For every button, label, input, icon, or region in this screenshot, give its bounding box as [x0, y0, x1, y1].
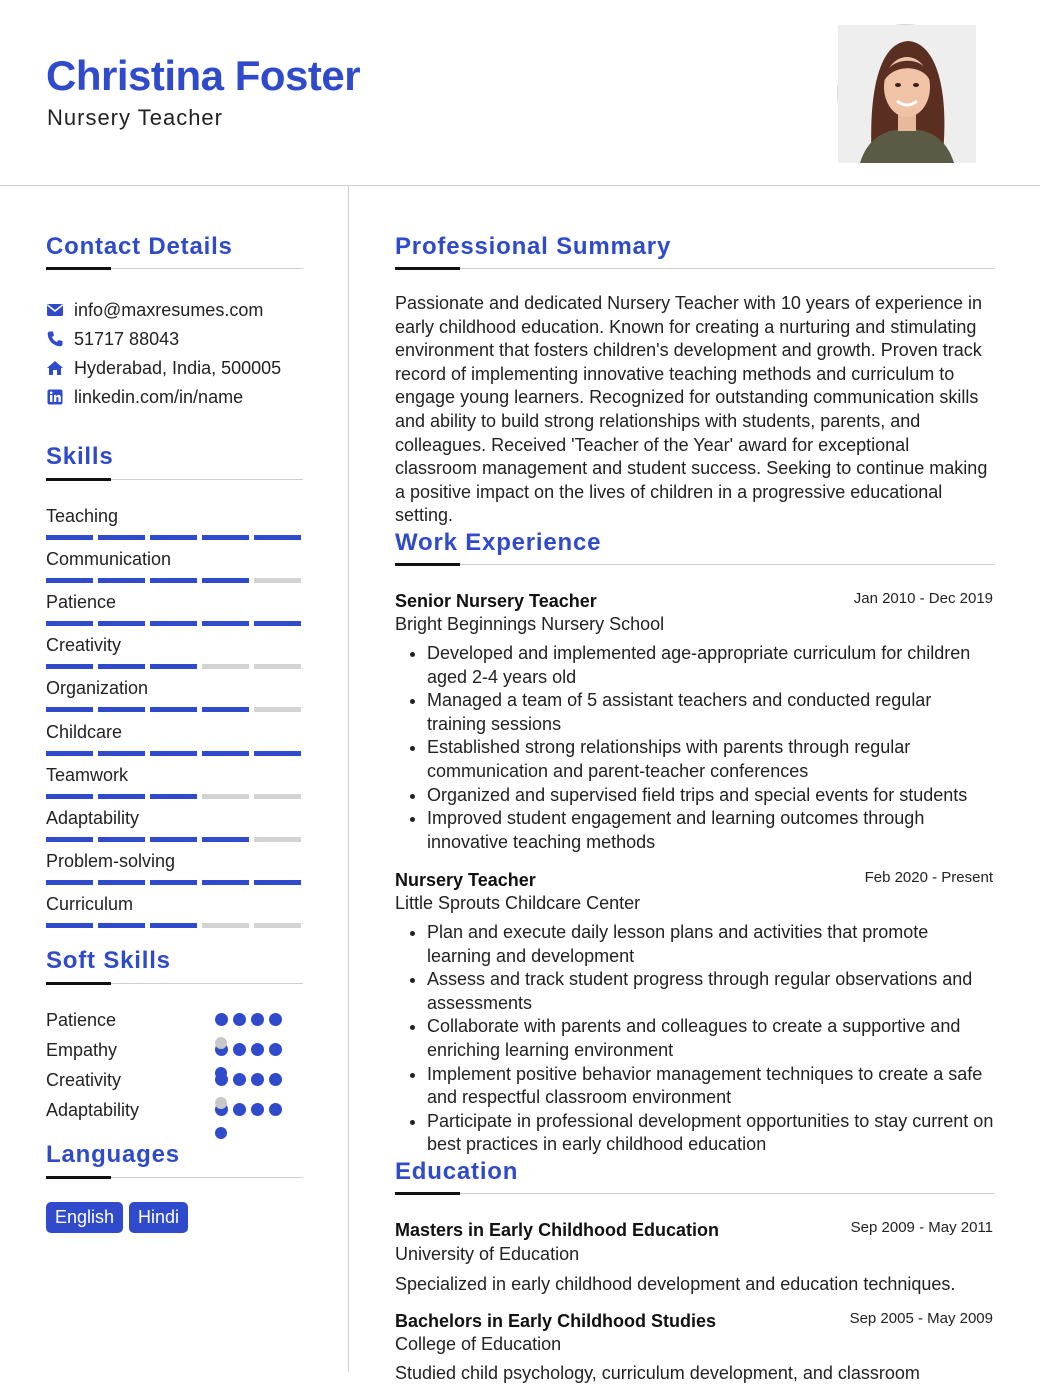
skill-label: Childcare: [46, 721, 123, 742]
skill-level-segment: [150, 578, 197, 583]
skill-level-segment: [46, 880, 93, 885]
skill-level-segment: [202, 707, 249, 712]
skill-level-segment: [254, 837, 301, 842]
skill-item: [46, 721, 302, 756]
skill-level-segment: [202, 578, 249, 583]
skill-level-segment: [46, 837, 93, 842]
skill-level-bar: [46, 880, 302, 885]
skill-level-segment: [150, 751, 197, 756]
resume-header: [0, 0, 1040, 186]
candidate-role: Nursery Teacher: [47, 105, 223, 130]
contact-address: [46, 356, 281, 380]
skill-label: Organization: [46, 678, 149, 699]
job-title: Nursery Teacher: [395, 870, 536, 890]
email-text: info@maxresumes.com: [74, 299, 264, 320]
skill-level-segment: [254, 707, 301, 712]
column-divider: [348, 186, 349, 1372]
skill-level-segment: [254, 923, 301, 928]
skills-heading: Skills: [46, 443, 114, 470]
list-item: Participate in professional development opportunities to stay current on best practices in early childhood education: [395, 1110, 995, 1157]
skill-level-segment: [202, 923, 249, 928]
skill-level-bar: [46, 707, 302, 712]
skill-level-bar: [46, 578, 302, 583]
skill-level-segment: [202, 880, 249, 885]
skill-level-segment: [254, 880, 301, 885]
skill-level-segment: [202, 794, 249, 799]
skill-label: Problem-solving: [46, 850, 176, 871]
skill-level-segment: [150, 535, 197, 540]
soft-skill-dot: [215, 1037, 227, 1049]
skill-label: Patience: [46, 592, 117, 613]
skill-level-segment: [150, 837, 197, 842]
skill-level-segment: [98, 578, 145, 583]
summary-rule: [395, 268, 995, 269]
degree-dates: Sep 2009 - May 2011: [850, 1219, 993, 1236]
skill-level-segment: [202, 621, 249, 626]
skill-level-segment: [46, 578, 93, 583]
skill-level-segment: [254, 664, 301, 669]
linkedin-icon: [46, 388, 64, 406]
soft-skill-dot: [233, 1013, 246, 1026]
candidate-name: Christina Foster: [46, 52, 361, 99]
soft-skill-dot: [269, 1043, 282, 1056]
languages-heading: Languages: [46, 1141, 180, 1168]
skill-level-segment: [98, 794, 145, 799]
list-item: Plan and execute daily lesson plans and activities that promote learning and development: [395, 921, 995, 968]
soft-skill-dot: [215, 1067, 227, 1079]
soft-skill-dot: [269, 1013, 282, 1026]
soft-skill-dot: [251, 1013, 264, 1026]
school-name: University of Education: [395, 1244, 580, 1264]
envelope-icon: [46, 301, 64, 319]
languages-rule: [46, 1177, 303, 1178]
skill-item: [46, 591, 302, 626]
skill-level-segment: [254, 578, 301, 583]
skill-item: [46, 634, 302, 669]
profile-photo: [837, 24, 975, 162]
skill-level-bar: [46, 794, 302, 799]
skill-level-segment: [46, 621, 93, 626]
soft-skill-dot: [215, 1097, 227, 1109]
skill-item: [46, 505, 302, 540]
skill-level-segment: [98, 664, 145, 669]
skill-level-segment: [254, 621, 301, 626]
degree-description: Specialized in early childhood development and education techniques.: [395, 1274, 956, 1294]
soft-skill-dot: [269, 1103, 282, 1116]
school-name: College of Education: [395, 1334, 562, 1354]
skill-level-bar: [46, 751, 302, 756]
job-title: Senior Nursery Teacher: [395, 591, 597, 611]
skill-level-segment: [46, 707, 93, 712]
skill-level-segment: [46, 794, 93, 799]
contact-email[interactable]: [46, 298, 263, 322]
skill-level-segment: [98, 837, 145, 842]
soft-skill-dot: [233, 1043, 246, 1056]
soft-skill-dot: [233, 1103, 246, 1116]
skill-level-bar: [46, 535, 302, 540]
skill-level-segment: [46, 535, 93, 540]
skill-item: [46, 764, 302, 799]
skill-level-segment: [98, 535, 145, 540]
skill-item: [46, 893, 302, 928]
skill-item: [46, 677, 302, 712]
soft-skill-label: Adaptability: [46, 1100, 140, 1120]
list-item: Developed and implemented age-appropriate curriculum for children aged 2-4 years old: [395, 642, 995, 689]
list-item: Collaborate with parents and colleagues to create a supportive and enriching learning environment: [395, 1015, 995, 1062]
list-item: Managed a team of 5 assistant teachers and conducted regular training sessions: [395, 689, 995, 736]
soft-skill-dot: [269, 1073, 282, 1086]
soft-skill-dot: [233, 1073, 246, 1086]
degree-title: Bachelors in Early Childhood Studies: [395, 1311, 717, 1331]
skill-level-segment: [46, 751, 93, 756]
skill-label: Teaching: [46, 506, 119, 526]
soft-skill-label: Patience: [46, 1010, 117, 1030]
skill-level-bar: [46, 621, 302, 626]
skill-label: Creativity: [46, 635, 122, 656]
phone-text: 51717 88043: [74, 328, 180, 349]
address-text: Hyderabad, India, 500005: [74, 357, 282, 378]
skill-level-bar: [46, 664, 302, 669]
skill-level-segment: [46, 664, 93, 669]
soft-skill-dot: [251, 1103, 264, 1116]
skill-level-segment: [254, 794, 301, 799]
skill-level-bar: [46, 837, 302, 842]
contact-phone[interactable]: [46, 327, 179, 351]
skill-level-segment: [98, 880, 145, 885]
summary-heading: Professional Summary: [395, 233, 672, 260]
soft-skill-label: Creativity: [46, 1070, 122, 1090]
skill-label: Adaptability: [46, 807, 140, 828]
skill-level-segment: [254, 751, 301, 756]
skill-level-segment: [98, 621, 145, 626]
job-bullets: [395, 921, 995, 1157]
education-rule: [395, 1193, 995, 1194]
skill-level-segment: [98, 707, 145, 712]
skill-level-segment: [150, 880, 197, 885]
skill-item: [46, 548, 302, 583]
skills-rule: [46, 479, 303, 480]
degree-description: Studied child psychology, curriculum development, and classroom: [395, 1363, 920, 1383]
list-item: Assess and track student progress through regular observations and assessments: [395, 968, 995, 1015]
skill-level-segment: [202, 664, 249, 669]
list-item: Implement positive behavior management techniques to create a safe and respectful classroom environment: [395, 1063, 995, 1110]
list-item: Established strong relationships with parents through regular communication and parent-teacher conferences: [395, 736, 995, 783]
language-badge: English: [46, 1202, 123, 1233]
skill-level-segment: [202, 535, 249, 540]
skill-level-segment: [150, 664, 197, 669]
education-heading: Education: [395, 1158, 519, 1185]
soft-skill-dot: [251, 1073, 264, 1086]
skill-label: Teamwork: [46, 764, 129, 785]
job-bullets: [395, 642, 995, 854]
contact-rule: [46, 268, 303, 269]
skill-item: [46, 850, 302, 885]
job-organization: Little Sprouts Childcare Center: [395, 893, 641, 913]
skill-level-segment: [254, 535, 301, 540]
experience-heading: Work Experience: [395, 529, 602, 556]
contact-linkedin[interactable]: [46, 385, 243, 409]
skill-level-segment: [98, 751, 145, 756]
skill-level-segment: [98, 923, 145, 928]
skill-level-segment: [150, 707, 197, 712]
soft-skill-dot: [251, 1043, 264, 1056]
language-badge: Hindi: [129, 1202, 188, 1233]
soft-skills-heading: Soft Skills: [46, 947, 171, 974]
list-item: Improved student engagement and learning outcomes through innovative teaching methods: [395, 807, 995, 854]
job-organization: Bright Beginnings Nursery School: [395, 614, 665, 634]
job-dates: Jan 2010 - Dec 2019: [853, 590, 993, 607]
skill-level-segment: [46, 923, 93, 928]
list-item: Organized and supervised field trips and special events for students: [395, 784, 995, 808]
linkedin-text: linkedin.com/in/name: [74, 386, 244, 407]
soft-skill-dot: [215, 1127, 227, 1139]
skill-item: [46, 807, 302, 842]
job-dates: Feb 2020 - Present: [864, 869, 993, 886]
soft-skills-rule: [46, 983, 303, 984]
skill-label: Communication: [46, 549, 172, 570]
skill-label: Curriculum: [46, 893, 134, 914]
skill-level-segment: [150, 923, 197, 928]
skill-level-segment: [202, 837, 249, 842]
soft-skill-label: Empathy: [46, 1040, 118, 1060]
skill-level-segment: [202, 751, 249, 756]
soft-skill-dot: [215, 1013, 228, 1026]
skill-level-bar: [46, 923, 302, 928]
contact-heading: Contact Details: [46, 233, 233, 260]
degree-dates: Sep 2005 - May 2009: [849, 1310, 993, 1327]
experience-rule: [395, 564, 995, 565]
home-icon: [46, 359, 64, 377]
degree-title: Masters in Early Childhood Education: [395, 1220, 720, 1240]
summary-text: Passionate and dedicated Nursery Teacher with 10 years of experience in early childhood education. Known for creating a nurturing and stimulating environment that fosters children's development and growth. Proven track record of implementing innovative teaching methods and curriculum to engage young learners. Recognized for outstanding communication skills and ability to build strong relationships with students, parents, and colleagues. Received 'Teacher of the Year' award for exceptional classroom management and student success. Seeking to continue making a positive impact on the lives of children in a progressive educational setting.: [395, 293, 988, 526]
phone-icon: [46, 330, 64, 348]
skill-level-segment: [150, 794, 197, 799]
skill-level-segment: [150, 621, 197, 626]
